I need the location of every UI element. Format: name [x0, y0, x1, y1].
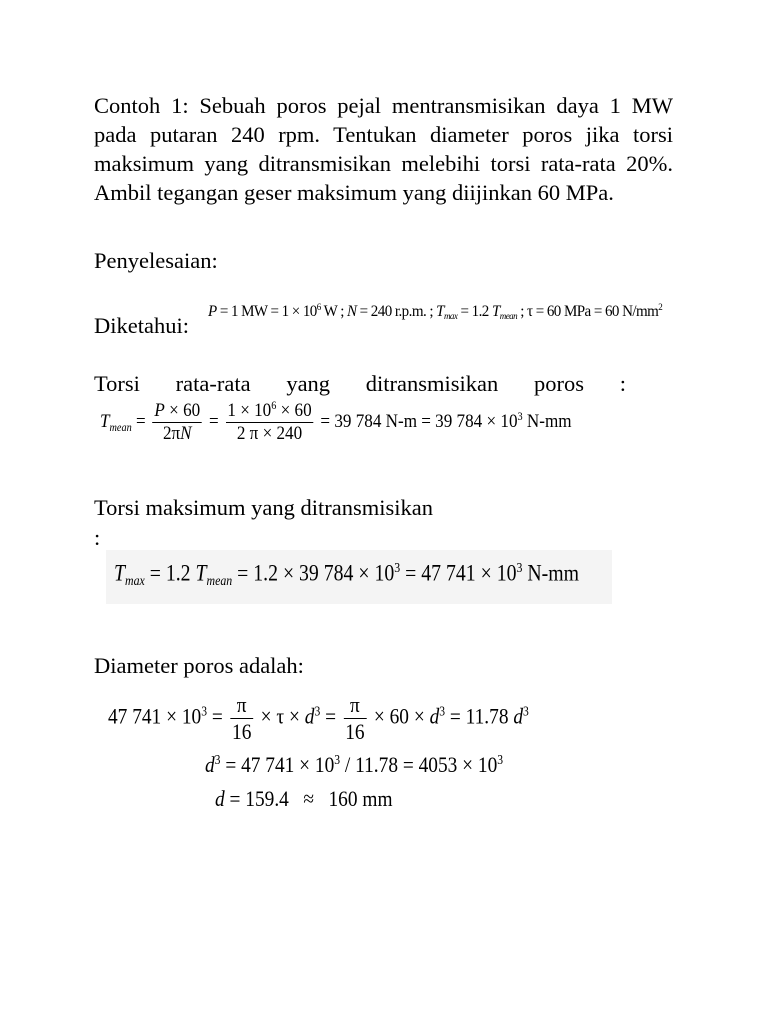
- diameter-result: d = 159.4 ≈ 160 mm: [215, 786, 393, 811]
- diameter-equation-1: 47 $741 \times 10^3$ = $\frac{\pi}{16}$ × $\tau \times d^3$ = $\frac{\pi}{16}$ × $60 \times d^3 = 11.78$ $d^3$: [108, 692, 529, 744]
- mean-torque-heading: Torsi rata-rata yang ditransmisikan poros :: [94, 371, 626, 396]
- mean-torque-equation: $T_{mean}$ = $\frac{P \times 60}{2\pi N}$ = $\frac{1 \times 10^6 \times 60}{2 \pi \times 240}$ = 39 784 N-m = 39 $784 \times 10^3$ N-mm: [100, 400, 572, 444]
- diameter-equation-2: $d^3 = 47$ $741 \times 10^3 / 11.78 = 4053 \times 10^3$: [205, 752, 504, 777]
- max-torque-heading: Torsi maksimum yang ditransmisikan: [94, 495, 434, 520]
- given-label: Diketahui:: [94, 313, 189, 338]
- problem-statement: Contoh 1: Sebuah poros pejal mentransmisikan daya 1 MW pada putaran 240 rpm. Tentukan diameter poros jika torsi maksimum yang ditransmisikan melebihi torsi rata-rata 20%. Ambil tegangan geser maksimum yang diijinkan 60 MPa.: [94, 93, 673, 205]
- solution-heading: Penyelesaian:: [94, 248, 218, 273]
- max-torque-equation: $T_{max} = 1.2$ $T_{mean} = 1.2 \times 39$ $784 \times 10^3 = 47$ $741 \times 10^3$ N-mm: [114, 560, 580, 589]
- max-torque-colon: :: [94, 525, 101, 550]
- diameter-heading: Diameter poros adalah:: [94, 653, 304, 678]
- given-equation: P = 1 MW = $1 \times 10^6$ W ; N = 240 r.p.m. ; $T_{max} = 1.2$ $T_{mean}$ ; τ = 60 MPa = 60 $N/mm^2$: [208, 302, 663, 323]
